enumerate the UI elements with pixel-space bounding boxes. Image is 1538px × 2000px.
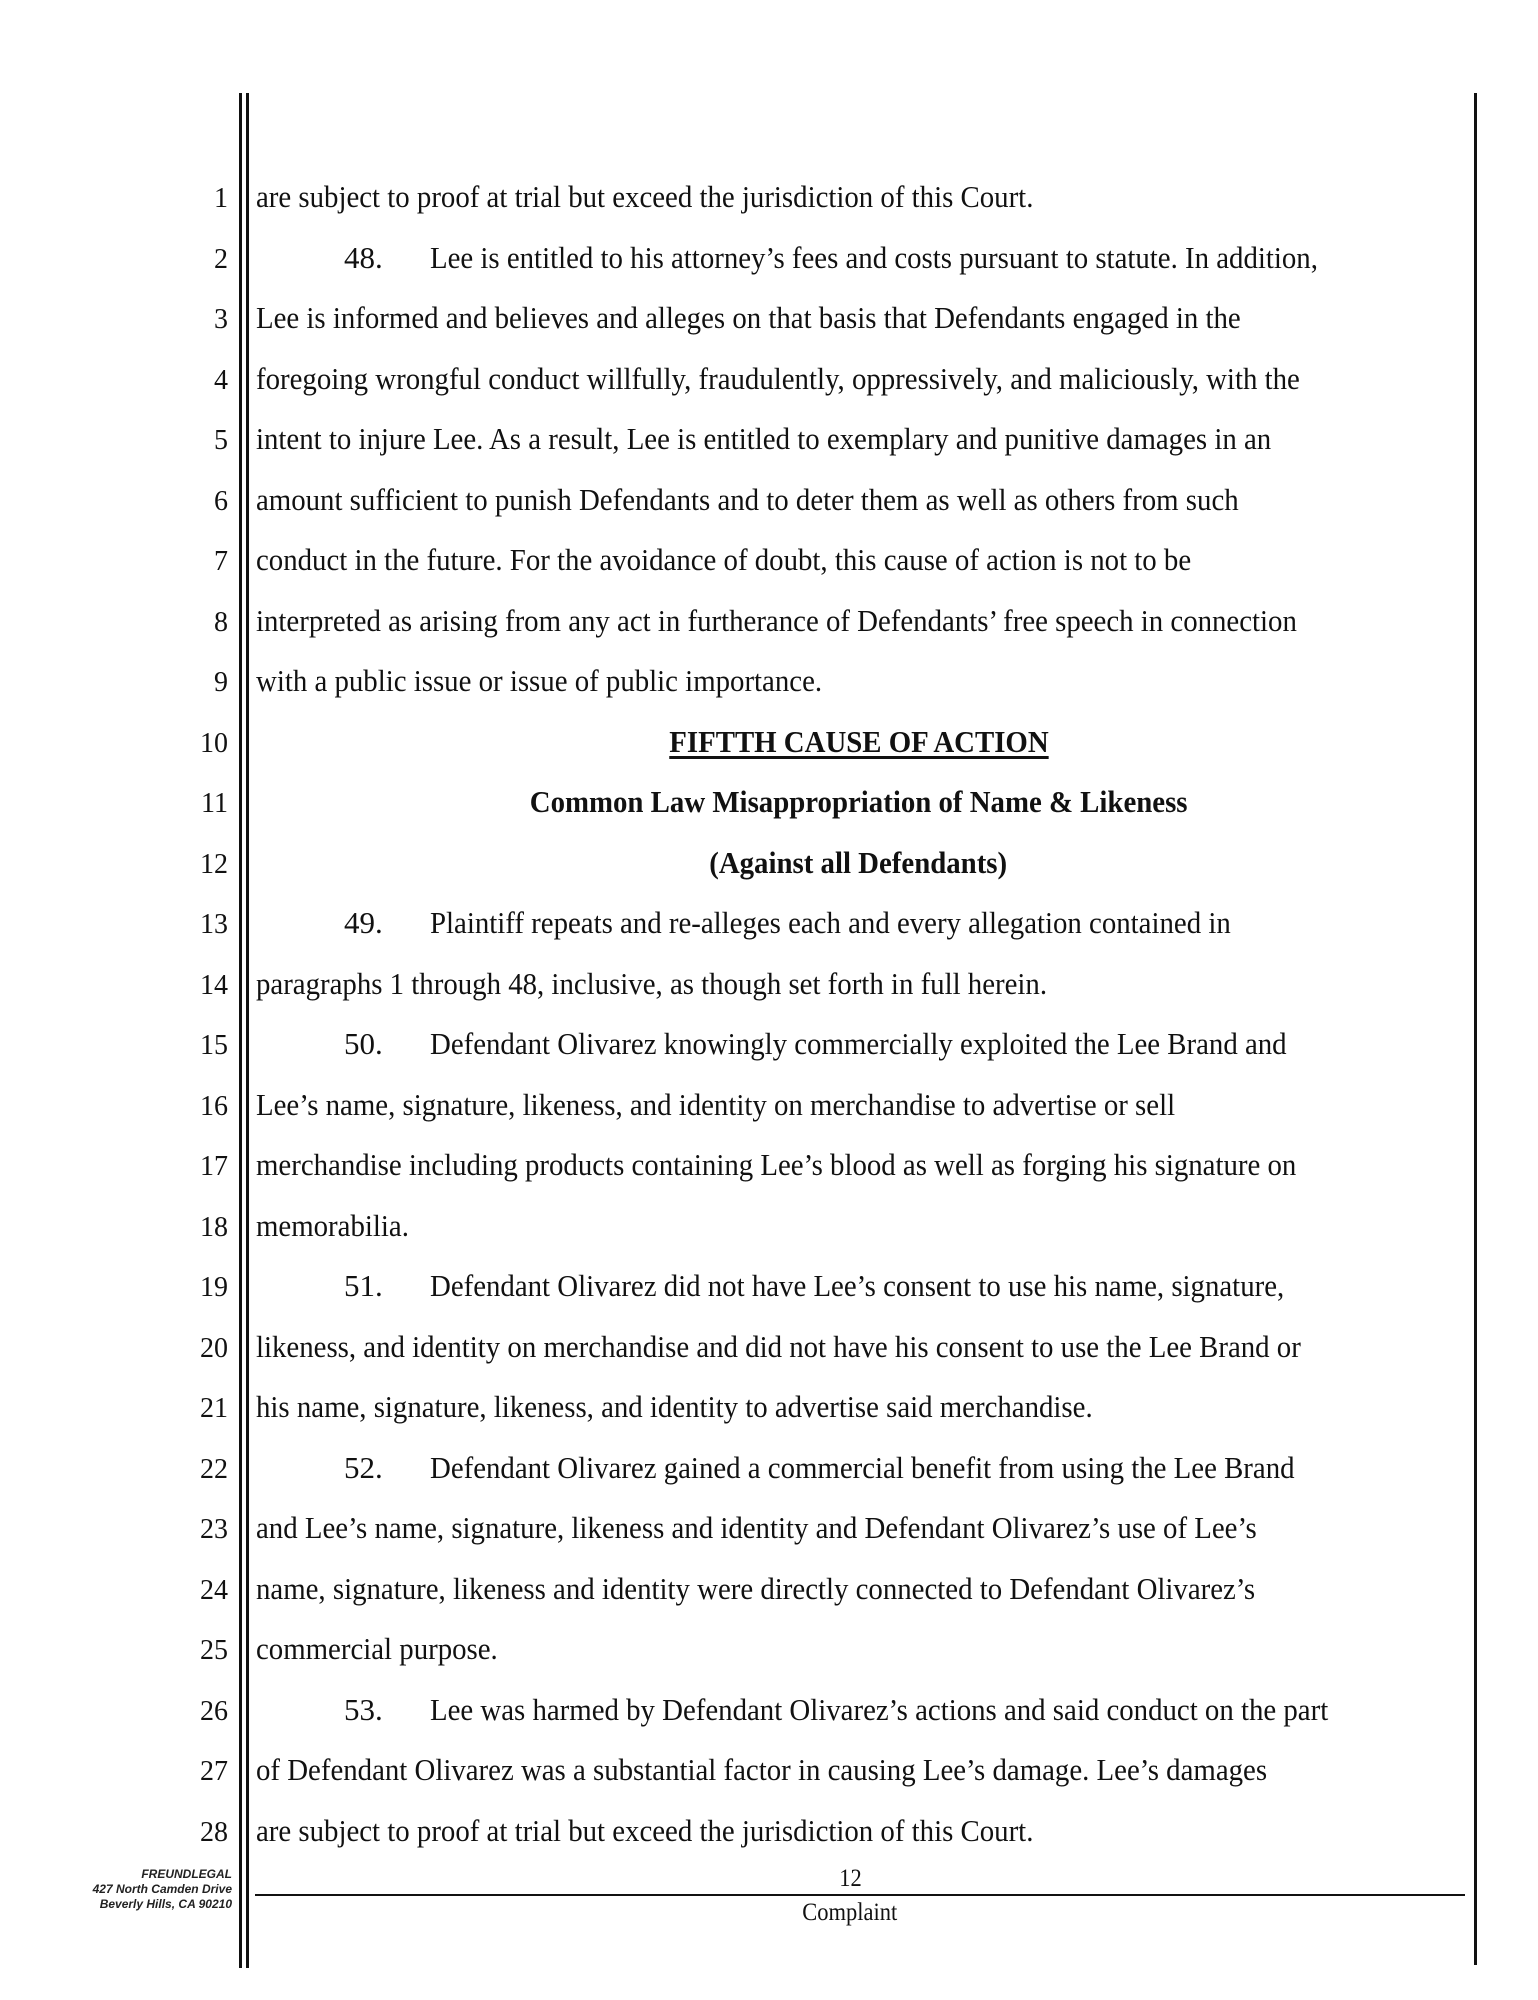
text-line bbox=[256, 1632, 1461, 1666]
paragraph-number: 52. bbox=[344, 1449, 383, 1485]
paragraph-text: Defendant Olivarez did not have Lee’s consent to use his name, signature, bbox=[430, 1268, 1285, 1303]
line-text: his name, signature, likeness, and identity to advertise said merchandise. bbox=[256, 1389, 1093, 1424]
page-number bbox=[800, 1866, 900, 1892]
line-number: 13 bbox=[200, 909, 228, 940]
paragraph-number: 51. bbox=[344, 1268, 383, 1303]
footer-document-title-text: Complaint bbox=[802, 1899, 898, 1926]
line-number: 25 bbox=[200, 1635, 228, 1666]
line-number: 22 bbox=[200, 1453, 228, 1485]
line-number: 14 bbox=[200, 969, 228, 1001]
line-text: intent to injure Lee. As a result, Lee is entitled to exemplary and punitive damages in an bbox=[256, 421, 1272, 456]
text-line bbox=[256, 604, 1461, 638]
line-text: amount sufficient to punish Defendants and to deter them as well as others from such bbox=[256, 481, 1239, 517]
footer-document-title bbox=[760, 1900, 940, 1926]
firm-name: FREUNDLEGAL bbox=[141, 1867, 232, 1881]
paragraph-text: Lee is entitled to his attorney’s fees and costs pursuant to statute. In addition, bbox=[430, 239, 1318, 275]
text-line bbox=[256, 1814, 1461, 1848]
line-text: interpreted as arising from any act in furtherance of Defendants’ free speech in connection bbox=[256, 602, 1297, 638]
footer-rule bbox=[255, 1894, 1465, 1896]
text-line bbox=[256, 967, 1461, 1001]
line-number: 24 bbox=[200, 1574, 228, 1606]
line-text: and Lee’s name, signature, likeness and identity and Defendant Olivarez’s use of Lee’s bbox=[256, 1510, 1257, 1545]
paragraph-text: Defendant Olivarez knowingly commercially exploited the Lee Brand and bbox=[430, 1026, 1287, 1061]
heading-text: Common Law Misappropriation of Name & Likeness bbox=[529, 784, 1188, 819]
line-text: of Defendant Olivarez was a substantial factor in causing Lee’s damage. Lee’s damages bbox=[256, 1752, 1268, 1787]
firm-block bbox=[62, 1867, 232, 1912]
text-line bbox=[256, 543, 1461, 577]
text-line bbox=[256, 664, 1461, 698]
firm-address-street: 427 North Camden Drive bbox=[92, 1882, 232, 1896]
line-number: 9 bbox=[214, 667, 228, 698]
text-line bbox=[256, 1753, 1461, 1787]
line-text: Lee’s name, signature, likeness, and identity on merchandise to advertise or sell bbox=[256, 1086, 1176, 1122]
text-line bbox=[256, 1148, 1461, 1182]
text-line bbox=[256, 1572, 1461, 1606]
paragraph-text: Lee was harmed by Defendant Olivarez’s actions and said conduct on the part bbox=[430, 1691, 1329, 1727]
text-line bbox=[256, 362, 1461, 396]
line-number: 1 bbox=[214, 183, 228, 214]
line-number: 27 bbox=[200, 1756, 228, 1787]
text-line bbox=[256, 422, 1461, 456]
line-text: commercial purpose. bbox=[256, 1631, 498, 1666]
text-line bbox=[256, 1390, 1461, 1424]
paragraph-number: 53. bbox=[344, 1691, 383, 1727]
line-text: foregoing wrongful conduct willfully, fraudulently, oppressively, and maliciously, with the bbox=[256, 360, 1300, 396]
section-subheading bbox=[256, 846, 1461, 880]
text-line bbox=[256, 1088, 1461, 1122]
left-margin-rule-inner bbox=[246, 93, 249, 1968]
line-number: 19 bbox=[200, 1272, 228, 1303]
line-text: conduct in the future. For the avoidance of doubt, this cause of action is not to be bbox=[256, 542, 1192, 577]
paragraph-number: 49. bbox=[344, 905, 383, 940]
line-number: 10 bbox=[200, 727, 228, 759]
line-number: 11 bbox=[201, 788, 228, 819]
line-number: 7 bbox=[214, 546, 228, 577]
right-margin-rule bbox=[1474, 93, 1477, 1965]
line-number: 5 bbox=[214, 425, 228, 456]
line-text: are subject to proof at trial but exceed the jurisdiction of this Court. bbox=[256, 179, 1034, 214]
page-number-text: 12 bbox=[838, 1865, 862, 1892]
line-number: 2 bbox=[214, 243, 228, 275]
line-number: 17 bbox=[200, 1151, 228, 1182]
cause-of-action-heading bbox=[256, 725, 1461, 759]
text-line bbox=[256, 180, 1461, 214]
paragraph-text: Defendant Olivarez gained a commercial benefit from using the Lee Brand bbox=[430, 1449, 1295, 1485]
line-number: 8 bbox=[214, 606, 228, 638]
line-number: 4 bbox=[214, 364, 228, 396]
line-text: merchandise including products containing Lee’s blood as well as forging his signature on bbox=[256, 1147, 1297, 1182]
text-line bbox=[256, 1209, 1461, 1243]
paragraph-text: Plaintiff repeats and re-alleges each and every allegation contained in bbox=[430, 905, 1231, 940]
text-line bbox=[256, 1511, 1461, 1545]
left-margin-rule-outer bbox=[239, 93, 242, 1968]
line-number: 28 bbox=[200, 1816, 228, 1848]
heading-text: (Against all Defendants) bbox=[709, 844, 1008, 880]
text-line bbox=[256, 1330, 1461, 1364]
line-number: 23 bbox=[200, 1514, 228, 1545]
line-text: with a public issue or issue of public importance. bbox=[256, 663, 823, 698]
line-number: 18 bbox=[200, 1211, 228, 1243]
heading-text: FIFTTH CAUSE OF ACTION bbox=[668, 723, 1049, 759]
line-text: memorabilia. bbox=[256, 1207, 409, 1243]
paragraph-number: 50. bbox=[344, 1026, 383, 1061]
line-number: 20 bbox=[200, 1332, 228, 1364]
line-number: 21 bbox=[200, 1393, 228, 1424]
line-text: likeness, and identity on merchandise and did not have his consent to use the Lee Brand or bbox=[256, 1328, 1301, 1364]
line-text: paragraphs 1 through 48, inclusive, as though set forth in full herein. bbox=[256, 965, 1048, 1001]
text-line bbox=[256, 301, 1461, 335]
line-number: 16 bbox=[200, 1090, 228, 1122]
line-text: Lee is informed and believes and alleges on that basis that Defendants engaged in the bbox=[256, 300, 1241, 335]
line-number: 3 bbox=[214, 304, 228, 335]
paragraph-number: 48. bbox=[344, 239, 383, 275]
firm-address-city: Beverly Hills, CA 90210 bbox=[99, 1897, 232, 1911]
line-number: 26 bbox=[200, 1695, 228, 1727]
line-text: name, signature, likeness and identity were directly connected to Defendant Olivarez’s bbox=[256, 1570, 1256, 1606]
line-text: are subject to proof at trial but exceed the jurisdiction of this Court. bbox=[256, 1812, 1034, 1848]
line-number: 12 bbox=[200, 848, 228, 880]
line-number: 15 bbox=[200, 1030, 228, 1061]
line-number: 6 bbox=[214, 485, 228, 517]
section-subheading bbox=[256, 785, 1461, 819]
text-line bbox=[256, 483, 1461, 517]
